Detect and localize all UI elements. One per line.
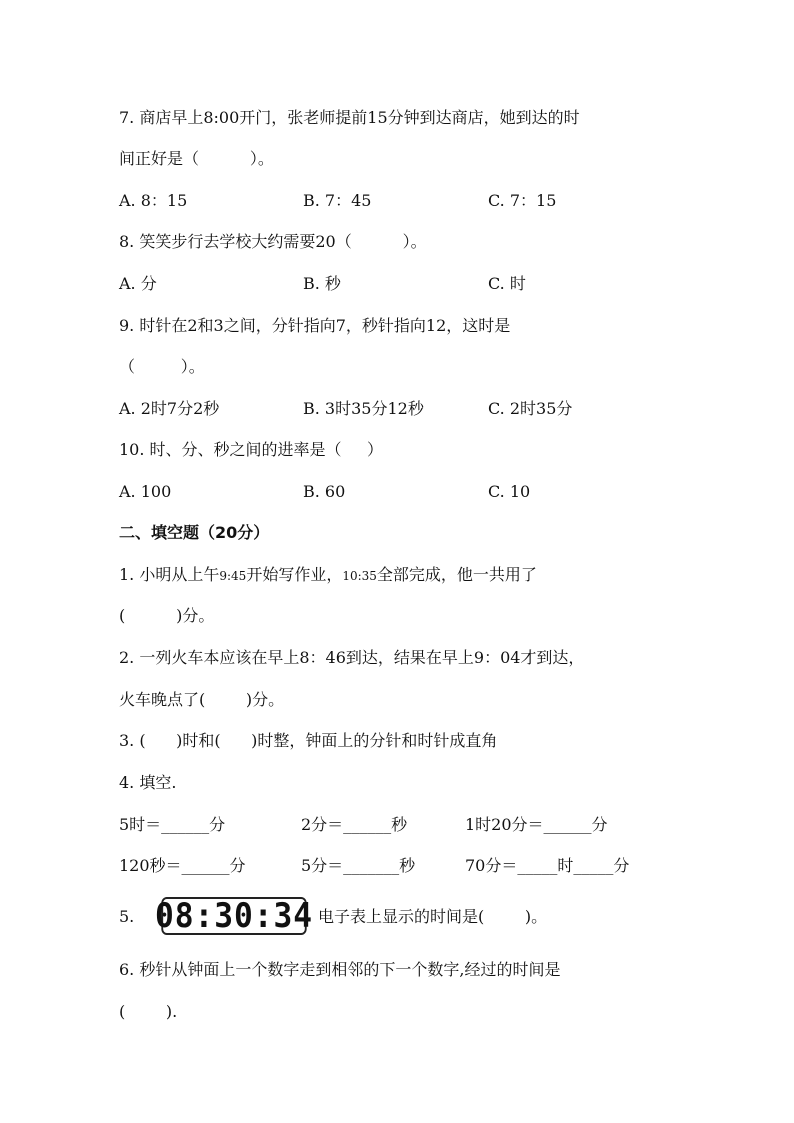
- fill1-text-line1: [119, 565, 537, 586]
- fill4-text: 4. 填空.: [119, 773, 177, 792]
- q7-option-b: B. 7：45: [303, 191, 372, 210]
- fill4-blank: 5时＝______分: [119, 815, 226, 834]
- fill4-blank: 120秒＝______分: [119, 856, 246, 875]
- digital-clock-display: 08:30:34: [154, 896, 314, 936]
- q8-text: 8. 笑笑步行去学校大约需要20（ ）。: [119, 232, 427, 251]
- fill4-blank: 1时20分＝______分: [465, 815, 608, 834]
- fill1-prefix: 1. 小明从上午: [119, 565, 220, 584]
- fill4-blank: 5分＝_______秒: [301, 856, 416, 875]
- fill1-suffix: 全部完成，他一共用了: [376, 565, 537, 584]
- q8-option-c: C. 时: [488, 274, 526, 293]
- section-fill-in-title: 二、填空题（20分）: [119, 523, 270, 542]
- q9-option-b: B. 3时35分12秒: [303, 399, 424, 418]
- fill1-time-start: 9:45: [219, 569, 247, 583]
- q7-option-c: C. 7：15: [488, 191, 557, 210]
- q7-option-a: A. 8：15: [119, 191, 188, 210]
- fill5-text: 电子表上显示的时间是( )。: [318, 907, 548, 926]
- q10-option-a: A. 100: [119, 482, 172, 501]
- q9-option-a: A. 2时7分2秒: [119, 399, 220, 418]
- q9-text-line1: 9. 时针在2和3之间，分针指向7，秒针指向12，这时是: [119, 316, 511, 335]
- fill5-number: 5.: [119, 907, 135, 926]
- fill1-time-end: 10:35: [342, 569, 377, 583]
- fill3-text: 3. ( )时和( )时整，钟面上的分针和时针成直角: [119, 731, 498, 750]
- fill6-text-line1: 6. 秒针从钟面上一个数字走到相邻的下一个数字,经过的时间是: [119, 960, 561, 979]
- q7-text-line2: 间正好是（ ）。: [119, 149, 274, 168]
- fill1-mid: 开始写作业，: [246, 565, 343, 584]
- q10-option-c: C. 10: [488, 482, 531, 501]
- q8-option-a: A. 分: [119, 274, 157, 293]
- q10-option-b: B. 60: [303, 482, 346, 501]
- q10-text: 10. 时、分、秒之间的进率是（ ）: [119, 440, 383, 459]
- q8-option-b: B. 秒: [303, 274, 341, 293]
- fill1-text-line2: ( )分。: [119, 606, 215, 625]
- fill4-blank: 70分＝_____时_____分: [465, 856, 630, 875]
- fill2-text-line1: 2. 一列火车本应该在早上8：46到达，结果在早上9：04才到达，: [119, 648, 585, 667]
- fill6-text-line2: ( ).: [119, 1002, 178, 1021]
- q7-text-line1: 7. 商店早上8:00开门，张老师提前15分钟到达商店，她到达的时: [119, 108, 580, 127]
- q9-text-line2: （ ）。: [119, 357, 205, 376]
- q9-option-c: C. 2时35分: [488, 399, 573, 418]
- fill2-text-line2: 火车晚点了( )分。: [119, 690, 285, 709]
- fill4-blank: 2分＝______秒: [301, 815, 408, 834]
